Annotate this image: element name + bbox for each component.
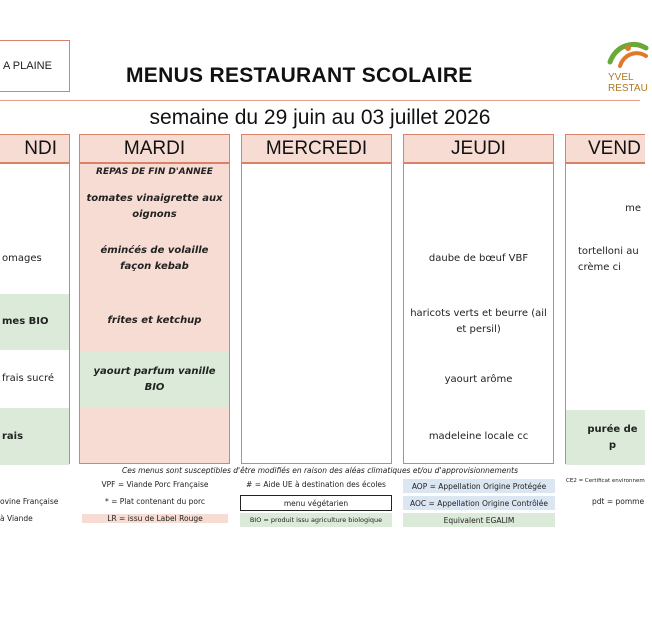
menu-item: frites et ketchup [107,315,202,326]
logo-text [608,72,648,94]
page-title: MENUS RESTAURANT SCOLAIRE [126,64,473,87]
menu-item: haricots verts et beurre (ail et persil) [410,308,547,335]
logo-line-1: YVEL [608,72,634,83]
menu-item: mes BIO [0,294,69,350]
menu-item: tomates vinaigrette aux oignons [86,193,223,220]
menu-item: tortelloni au crème ci [578,246,639,273]
school-name-box [0,40,70,92]
day-header-lundi [0,134,70,163]
day-name: JEUDI [451,137,506,159]
day-header-mercredi [241,134,392,163]
disclaimer-note: Ces menus sont susceptibles d'être modifiés en raison des aléas climatiques et/ou d'approvisionnements [121,466,519,475]
header-divider [0,100,640,101]
menu-item: daube de bœuf VBF [428,253,529,264]
menu-item: yaourt arôme [444,374,513,385]
legend-ue: # = Aide UE à destination des écoles [246,480,386,489]
legend-ce2: CE2 = Certificat environnem [566,478,645,484]
day-name: MARDI [123,137,186,159]
day-column-mardi [79,163,230,464]
menu-item: yaourt parfum vanille BIO [80,352,229,407]
day-column-jeudi [403,163,554,464]
legend-vegetarian: menu végétarien [240,495,392,511]
day-name: VEND [588,137,641,159]
menu-item: madeleine locale cc [428,431,529,442]
legend-vpf: VPF = Viande Porc Française [101,480,209,489]
legend-bovine: ovine Française [0,497,59,506]
logo-line-2: RESTAU [608,83,648,94]
menu-item: rais [0,408,69,465]
day-header-jeudi [403,134,554,163]
day-header-vendredi [565,134,645,163]
menu-item: éminćés de volaille façon kebab [100,245,209,272]
school-name: A PLAINE [3,60,52,72]
day-header-mardi [79,134,230,163]
day-column-vendredi [565,163,645,464]
legend-pdt: pdt = pomme [592,497,645,506]
legend-aop: AOP = Appellation Origine Protégée [403,479,555,493]
legend-plat-porc: * = Plat contenant du porc [104,497,206,506]
legend-egalim: Equivalent EGALIM [403,513,555,527]
day-column-lundi [0,163,70,464]
day-column-mercredi [241,163,392,464]
menu-item: frais sucré [2,373,55,384]
menu-item: purée de p [566,410,645,465]
menu-item: me [625,203,641,214]
day-name: NDI [24,137,57,159]
legend-label-rouge: LR = issu de Label Rouge [82,514,228,523]
day-name: MERCREDI [265,137,368,159]
legend-bio: BIO = produit issu agriculture biologique [240,513,392,527]
legend-viande: à Viande [0,514,33,523]
legend-aoc: AOC = Appellation Origine Contrôlée [403,496,555,510]
special-meal-label: REPAS DE FIN D'ANNEE [96,167,213,177]
week-range: semaine du 29 juin au 03 juillet 2026 [149,106,491,129]
menu-item: omages [2,253,42,264]
